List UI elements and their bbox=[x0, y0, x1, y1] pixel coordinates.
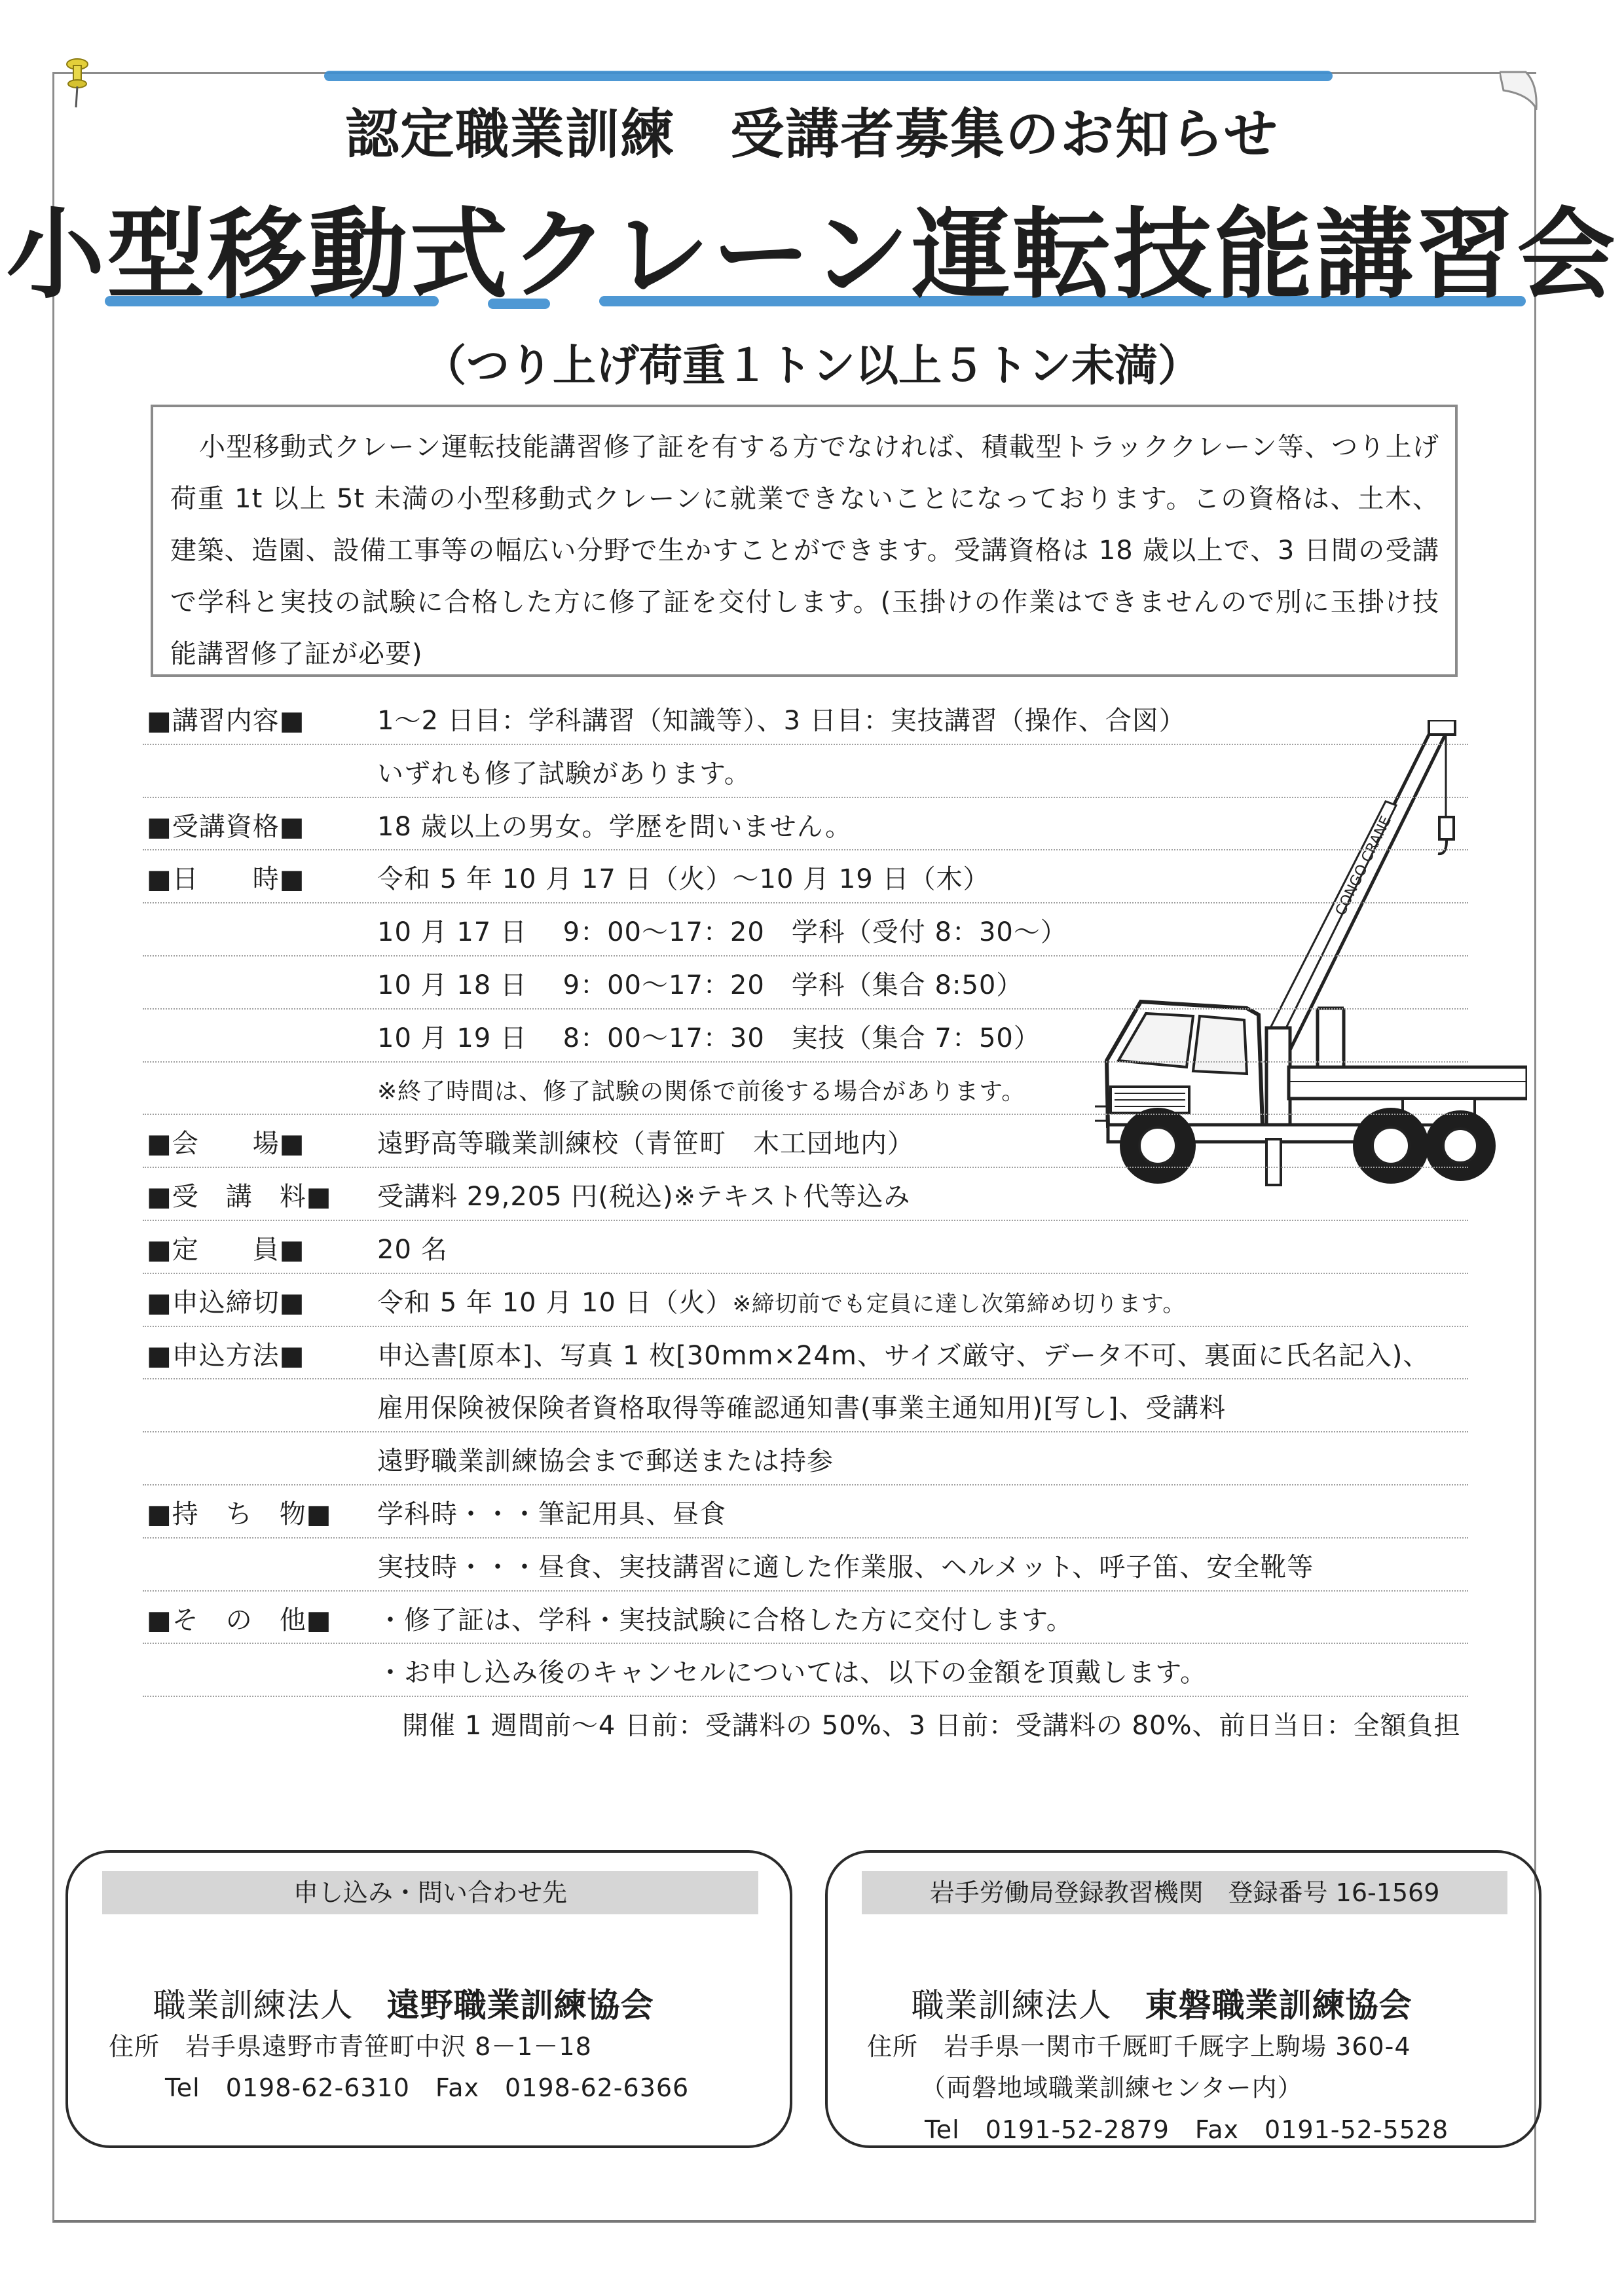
contact-box-left bbox=[65, 1850, 792, 2148]
method-value-2: 雇用保険被保険者資格取得等確認通知書(事業主通知用)[写し]、受講料 bbox=[377, 1393, 1227, 1424]
table-row-other-2 bbox=[143, 1644, 1468, 1697]
other-value-3: 開催 1 週間前～4 日前：受講料の 50%、3 日前：受講料の 80%、前日当日：全額負担 bbox=[402, 1711, 1461, 1741]
details-table bbox=[143, 692, 1468, 1750]
deadline-value bbox=[377, 1282, 1185, 1319]
method-label: ■申込方法■ bbox=[147, 1340, 305, 1371]
address-left: 住所 岩手県遠野市青笹町中沢 8－1－18 bbox=[109, 2032, 592, 2061]
course-title: 小型移動式クレーン運転技能講習会 bbox=[6, 198, 1618, 312]
table-row-deadline bbox=[143, 1274, 1468, 1327]
items-value-1: 学科時・・・筆記用具、昼食 bbox=[377, 1499, 726, 1529]
address-right: 住所 岩手県一関市千厩町千厩字上駒場 360-4 bbox=[867, 2032, 1411, 2061]
content-value-1: 1～2 日目：学科講習（知識等）、3 日目：実技講習（操作、合図） bbox=[377, 706, 1186, 736]
day1-schedule: 10 月 17 日 9：00～17：20 学科（受付 8：30～） bbox=[377, 917, 1067, 948]
notice-subtitle: 認定職業訓練 受講者募集のお知らせ bbox=[345, 103, 1279, 166]
venue-label: ■会 場■ bbox=[147, 1129, 305, 1159]
content-value-2: いずれも修了試験があります。 bbox=[377, 758, 751, 789]
table-row-day2 bbox=[143, 957, 1468, 1010]
date-range: 令和 5 年 10 月 17 日（火）～10 月 19 日（木） bbox=[377, 864, 990, 895]
intro-box bbox=[151, 405, 1458, 677]
table-row-items bbox=[143, 1485, 1468, 1539]
date-label: ■日 時■ bbox=[147, 864, 305, 895]
deadline-label: ■申込締切■ bbox=[147, 1287, 305, 1318]
contact-heading-right: 岩手労働局登録教習機関 登録番号 16-1569 bbox=[862, 1871, 1507, 1914]
contact-box-right bbox=[825, 1850, 1541, 2148]
fee-value: 受講料 29,205 円(税込)※テキスト代等込み bbox=[377, 1182, 911, 1212]
table-row-day1 bbox=[143, 903, 1468, 957]
deadline-date: 令和 5 年 10 月 10 日（火） bbox=[377, 1287, 733, 1318]
table-row-other bbox=[143, 1592, 1468, 1645]
method-value-3: 遠野職業訓練協会まで郵送または持参 bbox=[377, 1446, 834, 1477]
deadline-note: ※締切前でも定員に達し次第締め切ります。 bbox=[732, 1290, 1186, 1317]
org-left-name: 遠野職業訓練協会 bbox=[386, 1986, 654, 2024]
fee-label: ■受 講 料■ bbox=[147, 1182, 332, 1212]
org-right-name: 東磐職業訓練協会 bbox=[1145, 1986, 1412, 2024]
org-right-prefix: 職業訓練法人 bbox=[911, 1986, 1145, 2024]
table-row-content bbox=[143, 692, 1468, 745]
boom-text: CONGO CRANE bbox=[1332, 813, 1395, 919]
method-value-1: 申込書[原本]、写真 1 枚[30mm×24m、サイズ厳守、データ不可、裏面に氏名記入)、 bbox=[377, 1340, 1430, 1371]
end-time-note: ※終了時間は、修了試験の関係で前後する場合があります。 bbox=[377, 1078, 1026, 1105]
table-row-content-2 bbox=[143, 745, 1468, 798]
load-range: （つり上げ荷重１トン以上５トン未満） bbox=[423, 340, 1201, 391]
day2-schedule: 10 月 18 日 9：00～17：20 学科（集合 8:50） bbox=[377, 970, 1024, 1000]
day3-schedule: 10 月 19 日 8：00～17：30 実技（集合 7：50） bbox=[377, 1023, 1041, 1053]
org-left-prefix: 職業訓練法人 bbox=[153, 1986, 387, 2024]
intro-text: 小型移動式クレーン運転技能講習修了証を有する方でなければ、積載型トラッククレーン等、つり上げ荷重 1t 以上 5t 未満の小型移動式クレーンに就業できないことになっております。この資格は、土木、建築、造園、設備工事等の幅広い分野で生かすことができます。受講資格は 18 歳以上で、3 日間の受講で学科と実技の試験に合格した方に修了証を交付します。(玉掛けの作業はできませんので別に玉掛け技能講習修了証が必要) bbox=[170, 432, 1439, 669]
content-label: ■講習内容■ bbox=[147, 706, 305, 736]
table-row-method-3 bbox=[143, 1432, 1468, 1485]
qualification-value: 18 歳以上の男女。学歴を問いません。 bbox=[377, 811, 853, 842]
table-row-qualification bbox=[143, 798, 1468, 851]
other-value-1: ・修了証は、学科・実技試験に合格した方に交付します。 bbox=[377, 1605, 1073, 1635]
contact-heading-left: 申し込み・問い合わせ先 bbox=[102, 1871, 758, 1914]
capacity-label: ■定 員■ bbox=[147, 1234, 305, 1265]
brush-stroke-top bbox=[324, 71, 1333, 81]
items-value-2: 実技時・・・昼食、実技講習に適した作業服、ヘルメット、呼子笛、安全靴等 bbox=[377, 1552, 1314, 1582]
table-row-end-note bbox=[143, 1063, 1468, 1116]
table-row-method bbox=[143, 1327, 1468, 1380]
table-row-capacity bbox=[143, 1221, 1468, 1274]
table-row-fee bbox=[143, 1168, 1468, 1221]
items-label: ■持 ち 物■ bbox=[147, 1499, 332, 1529]
table-row-other-3 bbox=[143, 1697, 1468, 1750]
table-row-day3 bbox=[143, 1010, 1468, 1063]
table-row-venue bbox=[143, 1115, 1468, 1168]
table-row-method-2 bbox=[143, 1379, 1468, 1432]
sub-address-right: （両磐地域職業訓練センター内） bbox=[921, 2073, 1303, 2102]
table-row-items-2 bbox=[143, 1539, 1468, 1592]
other-value-2: ・お申し込み後のキャンセルについては、以下の金額を頂戴します。 bbox=[377, 1658, 1207, 1688]
table-row-date bbox=[143, 850, 1468, 903]
phone-left: Tel 0198-62-6310 Fax 0198-62-6366 bbox=[165, 2073, 690, 2102]
other-label: ■そ の 他■ bbox=[147, 1605, 332, 1635]
venue-value: 遠野高等職業訓練校（青笹町 木工団地内） bbox=[377, 1129, 914, 1159]
qualification-label: ■受講資格■ bbox=[147, 811, 305, 842]
phone-right: Tel 0191-52-2879 Fax 0191-52-5528 bbox=[925, 2115, 1449, 2144]
capacity-value: 20 名 bbox=[377, 1234, 448, 1265]
